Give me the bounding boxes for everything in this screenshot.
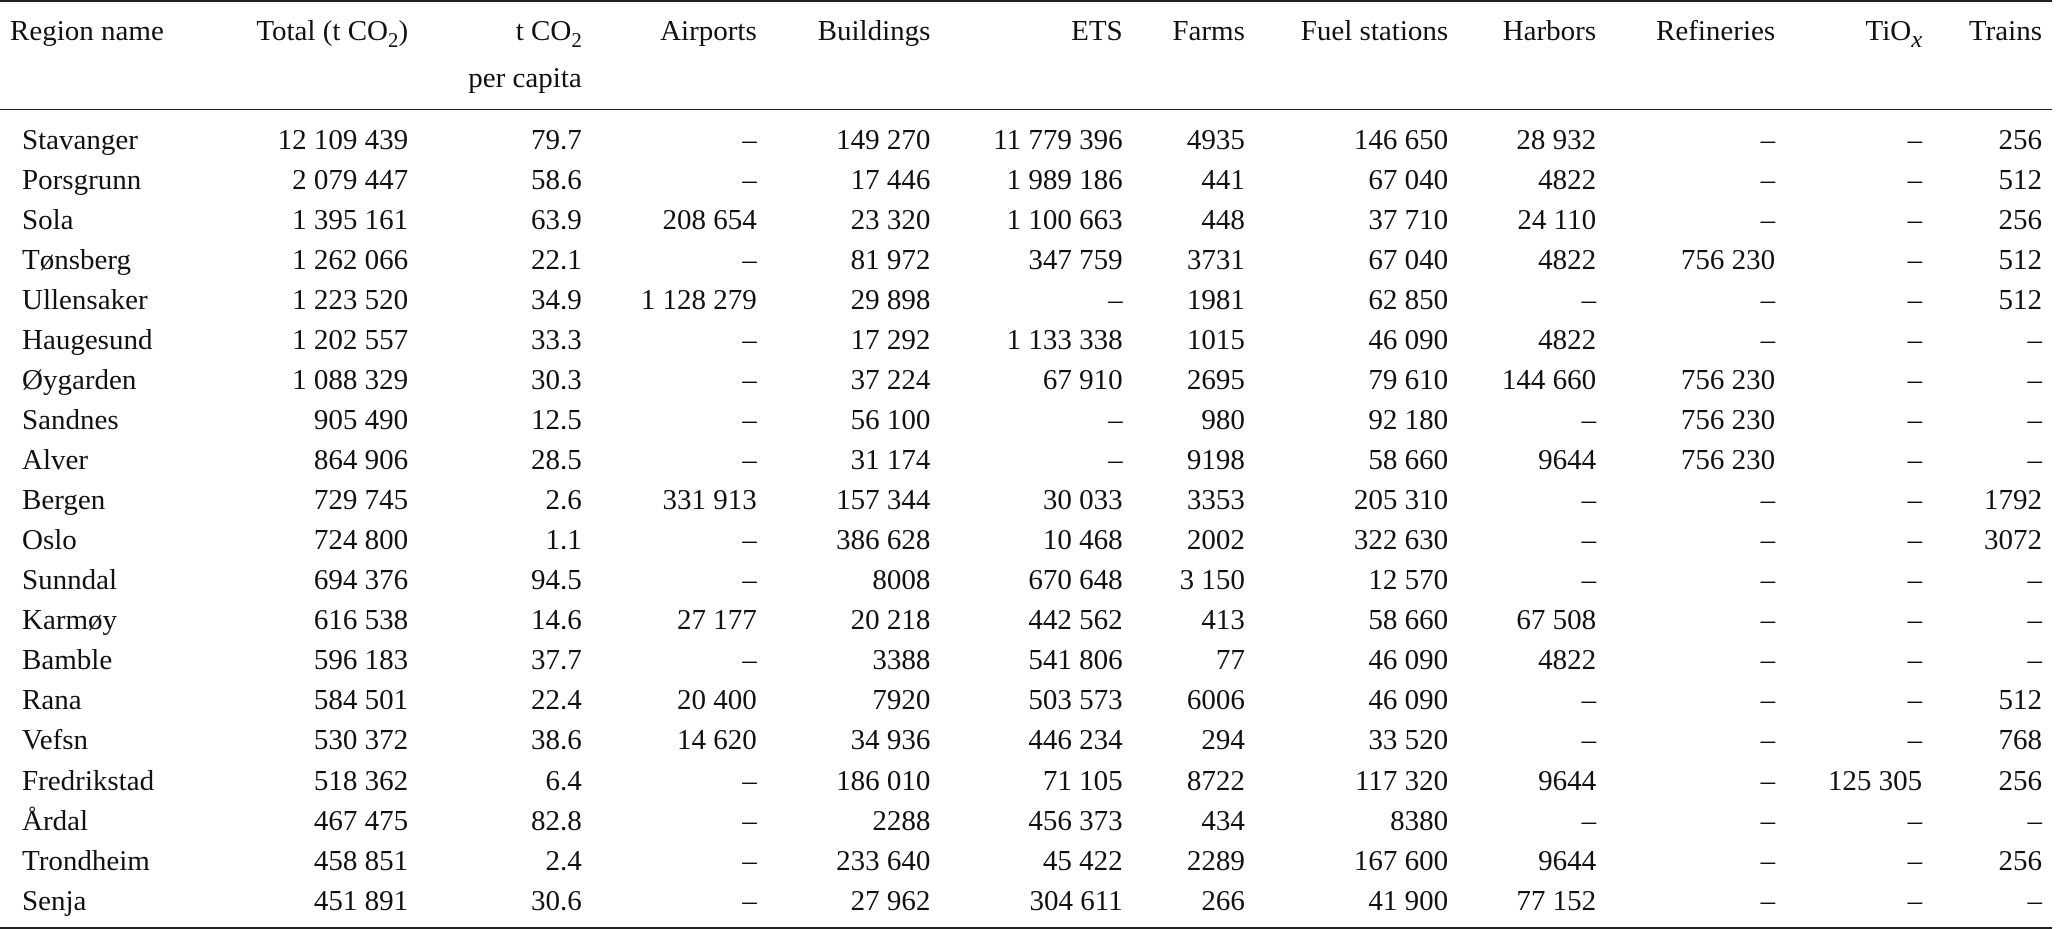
table-row [0,680,2052,720]
cell-fuel: 79 610 [1368,364,1449,397]
table-row [0,440,2052,480]
cell-percap: 38.6 [531,724,582,757]
cell-farms: 3353 [1186,484,1245,517]
cell-ets: 347 759 [1028,243,1123,276]
cell-harbors: – [1581,283,1597,316]
cell-fuel: 46 090 [1368,684,1449,717]
cell-tiox: – [1907,283,1923,316]
cell-trains: – [2027,364,2042,397]
cell-region: Stavanger [22,123,138,156]
cell-harbors: 144 660 [1501,364,1597,397]
cell-refineries: – [1760,203,1776,236]
cell-harbors: – [1581,804,1597,837]
cell-fuel: 37 710 [1368,203,1449,236]
cell-trains: – [1932,881,2052,928]
cell-fuel: 322 630 [1353,524,1449,557]
cell-farms: 77 [1215,644,1245,677]
cell-tiox: – [1907,444,1923,477]
cell-refineries: 756 230 [1680,364,1776,397]
cell-region: Bergen [22,484,106,517]
cell-trains: – [2027,444,2042,477]
cell-farms: 448 [1201,203,1245,236]
cell-tiox: – [1907,404,1923,437]
cell-harbors: 4822 [1538,163,1597,196]
table-row [0,600,2052,640]
cell-ets: 67 910 [1042,364,1123,397]
cell-region: Øygarden [22,364,137,397]
cell-region: Haugesund [22,324,153,356]
cell-airports: 27 177 [677,604,757,637]
cell-buildings: 157 344 [836,484,931,517]
cell-trains: – [2027,604,2042,637]
cell-total: 864 906 [313,444,409,477]
cell-buildings: 386 628 [836,524,931,557]
cell-percap: 79.7 [531,123,582,156]
cell-farms: 266 [1133,881,1255,928]
cell-percap: 22.4 [531,684,582,717]
cell-ets: 71 105 [1042,764,1123,797]
cell-percap: 6.4 [545,764,582,797]
cell-fuel: 92 180 [1368,404,1449,437]
cell-trains: 3072 [1984,524,2042,557]
header-harbors: Harbors [1458,1,1606,109]
table-row [0,841,2052,881]
cell-trains: 512 [1998,163,2042,196]
cell-tiox: – [1907,524,1923,557]
cell-trains: – [2027,404,2042,437]
cell-percap: 2.4 [545,844,582,877]
cell-ets: 30 033 [1042,484,1123,517]
header-farms: Farms [1133,1,1255,109]
cell-fuel: 58 660 [1368,604,1449,637]
cell-total: 518 362 [313,764,409,797]
cell-percap: 37.7 [531,644,582,677]
cell-trains: – [2027,324,2042,356]
cell-refineries: 756 230 [1680,404,1776,437]
cell-buildings: 17 292 [850,324,931,356]
cell-ets: – [1108,444,1123,477]
cell-total: 12 109 439 [277,123,409,156]
cell-tiox: – [1907,163,1923,196]
cell-ets: 11 779 396 [993,123,1123,156]
header-per-capita: t $CO_2$ per capita [418,1,592,109]
header-ets: ETS [940,1,1132,109]
cell-harbors: 9644 [1538,444,1597,477]
cell-harbors: – [1581,684,1597,717]
cell-fuel: 41 900 [1255,881,1458,928]
cell-total: 530 372 [313,724,409,757]
cell-percap: 28.5 [531,444,582,477]
cell-tiox: – [1907,364,1923,397]
cell-ets: 10 468 [1042,524,1123,557]
cell-airports: – [742,644,757,677]
cell-farms: 9198 [1186,444,1245,477]
cell-region: Senja [0,881,219,928]
table-row [0,280,2052,320]
cell-region: Tønsberg [22,243,132,276]
cell-airports: – [742,123,757,156]
cell-trains: 768 [1998,724,2042,757]
table-row [0,560,2052,600]
cell-farms: 3 150 [1179,564,1245,597]
cell-ets: – [1108,283,1123,316]
cell-harbors: 77 152 [1458,881,1606,928]
cell-trains: – [2027,804,2042,837]
cell-farms: 1015 [1186,324,1245,356]
cell-fuel: 67 040 [1368,163,1449,196]
table-row [0,520,2052,560]
table-body [0,109,2052,927]
table-row [0,240,2052,280]
cell-buildings: 37 224 [850,364,931,397]
cell-region: Porsgrunn [22,163,142,196]
header-trains: Trains [1932,1,2052,109]
cell-refineries: – [1760,484,1776,517]
cell-tiox: – [1907,844,1923,877]
cell-fuel: 117 320 [1354,764,1449,797]
header-region: Region name [0,1,219,109]
cell-airports: 14 620 [677,724,757,757]
cell-refineries: – [1760,804,1776,837]
cell-buildings: 7920 [872,684,931,717]
cell-tiox: – [1907,123,1923,156]
cell-fuel: 146 650 [1353,123,1449,156]
cell-trains: 256 [1998,123,2042,156]
cell-buildings: 149 270 [836,123,931,156]
cell-trains: – [2027,644,2042,677]
cell-trains: 512 [1998,684,2042,717]
cell-buildings: 20 218 [850,604,931,637]
cell-refineries: – [1760,684,1776,717]
header-buildings: Buildings [767,1,941,109]
table-row [0,640,2052,680]
cell-refineries: – [1760,524,1776,557]
table-row [0,801,2052,841]
cell-percap: 63.9 [531,203,582,236]
table-row [0,360,2052,400]
cell-refineries: – [1760,163,1776,196]
cell-airports: – [742,324,757,356]
cell-percap: 1.1 [545,524,582,557]
table-row [0,109,2052,160]
cell-total: 2 079 447 [292,163,409,196]
table-row [0,160,2052,200]
cell-airports: – [592,881,767,928]
cell-harbors: – [1581,564,1597,597]
cell-buildings: 34 936 [850,724,931,757]
cell-harbors: – [1581,724,1597,757]
cell-refineries: – [1760,644,1776,677]
cell-refineries: – [1760,123,1776,156]
cell-farms: 294 [1201,724,1245,757]
cell-ets: 45 422 [1042,844,1123,877]
cell-airports: 331 913 [662,484,757,517]
cell-harbors: 4822 [1538,644,1597,677]
cell-fuel: 46 090 [1368,644,1449,677]
cell-refineries: – [1606,881,1785,928]
cell-percap: 34.9 [531,283,582,316]
cell-region: Sunndal [22,564,118,597]
cell-airports: – [742,764,757,797]
cell-percap: 30.6 [418,881,592,928]
cell-buildings: 81 972 [850,243,931,276]
cell-harbors: 28 932 [1516,123,1597,156]
cell-ets: 446 234 [1028,724,1123,757]
table-row [0,720,2052,760]
cell-harbors: 9644 [1538,844,1597,877]
header-airports: Airports [592,1,767,109]
cell-total: 1 262 066 [292,243,409,276]
cell-airports: – [742,364,757,397]
cell-ets: 1 100 663 [1006,203,1123,236]
cell-buildings: 31 174 [850,444,931,477]
cell-airports: 208 654 [662,203,757,236]
cell-tiox: – [1907,564,1923,597]
cell-fuel: 58 660 [1368,444,1449,477]
cell-farms: 2289 [1186,844,1245,877]
cell-total: 724 800 [313,524,409,557]
cell-harbors: – [1581,484,1597,517]
cell-farms: 434 [1201,804,1245,837]
cell-region: Fredrikstad [22,764,155,797]
cell-total: 458 851 [313,844,409,877]
cell-farms: 441 [1201,163,1245,196]
cell-tiox: 125 305 [1827,764,1923,797]
cell-percap: 94.5 [531,564,582,597]
table-row [0,200,2052,240]
cell-region: Sola [22,203,74,236]
cell-tiox: – [1785,881,1932,928]
cell-buildings: 27 962 [767,881,941,928]
cell-buildings: 23 320 [850,203,931,236]
header-row [0,1,2052,109]
cell-tiox: – [1907,484,1923,517]
cell-total: 596 183 [313,644,409,677]
cell-farms: 4935 [1186,123,1245,156]
header-total: Total (t $CO_2$) [219,1,418,109]
table-row [0,400,2052,440]
cell-farms: 980 [1201,404,1245,437]
cell-percap: 30.3 [531,364,582,397]
cell-airports: – [742,444,757,477]
cell-trains: 512 [1998,283,2042,316]
cell-total: 694 376 [313,564,409,597]
cell-farms: 6006 [1186,684,1245,717]
cell-farms: 3731 [1186,243,1245,276]
cell-fuel: 67 040 [1368,243,1449,276]
header-fuel-stations: Fuel stations [1255,1,1458,109]
cell-ets: 1 989 186 [1006,163,1123,196]
cell-fuel: 205 310 [1353,484,1449,517]
cell-farms: 2695 [1186,364,1245,397]
cell-region: Oslo [22,524,77,557]
cell-trains: 256 [1998,764,2042,797]
cell-region: Årdal [22,804,89,837]
cell-tiox: – [1907,684,1923,717]
table-row [0,761,2052,801]
cell-buildings: 186 010 [836,764,931,797]
cell-region: Sandnes [22,404,119,437]
cell-fuel: 12 570 [1368,564,1449,597]
cell-total: 729 745 [313,484,409,517]
cell-total: 451 891 [219,881,418,928]
cell-ets: 541 806 [1028,644,1123,677]
cell-total: 1 395 161 [292,203,409,236]
header-tiox: TiO$_x$ [1785,1,1932,109]
cell-ets: – [1108,404,1123,437]
cell-refineries: 756 230 [1680,243,1776,276]
cell-fuel: 33 520 [1368,724,1449,757]
table-row [0,881,2052,928]
cell-refineries: – [1760,283,1776,316]
cell-percap: 58.6 [531,163,582,196]
cell-total: 905 490 [313,404,409,437]
cell-tiox: – [1907,324,1923,356]
cell-farms: 2002 [1186,524,1245,557]
cell-tiox: – [1907,804,1923,837]
cell-airports: – [742,243,757,276]
cell-ets: 442 562 [1028,604,1123,637]
cell-airports: 20 400 [677,684,757,717]
cell-refineries: – [1760,724,1776,757]
cell-total: 584 501 [313,684,409,717]
cell-total: 1 223 520 [292,283,409,316]
cell-refineries: – [1760,324,1776,356]
cell-ets: 503 573 [1028,684,1123,717]
cell-harbors: 4822 [1538,243,1597,276]
cell-percap: 2.6 [545,484,582,517]
cell-buildings: 17 446 [850,163,931,196]
cell-airports: – [742,804,757,837]
cell-airports: – [742,564,757,597]
cell-buildings: 8008 [872,564,931,597]
cell-airports: – [742,524,757,557]
cell-ets: 670 648 [1028,564,1123,597]
cell-tiox: – [1907,724,1923,757]
cell-ets: 304 611 [940,881,1132,928]
cell-percap: 22.1 [531,243,582,276]
cell-region: Bamble [22,644,113,677]
cell-total: 616 538 [313,604,409,637]
table-row [0,480,2052,520]
header-refineries: Refineries [1606,1,1785,109]
table-row [0,320,2052,360]
cell-airports: – [742,404,757,437]
cell-harbors: 4822 [1538,324,1597,356]
cell-percap: 14.6 [531,604,582,637]
cell-buildings: 233 640 [836,844,931,877]
cell-buildings: 3388 [872,644,931,677]
cell-tiox: – [1907,644,1923,677]
cell-harbors: – [1581,524,1597,557]
cell-region: Trondheim [22,844,150,877]
cell-farms: 413 [1201,604,1245,637]
cell-tiox: – [1907,203,1923,236]
cell-farms: 1981 [1186,283,1245,316]
cell-refineries: – [1760,764,1776,797]
cell-percap: 12.5 [531,404,582,437]
cell-harbors: 24 110 [1517,203,1597,236]
cell-buildings: 2288 [872,804,931,837]
cell-buildings: 56 100 [850,404,931,437]
cell-region: Rana [22,684,82,717]
cell-total: 1 088 329 [292,364,409,397]
cell-buildings: 29 898 [850,283,931,316]
cell-ets: 1 133 338 [1006,324,1123,356]
cell-trains: 256 [1998,844,2042,877]
cell-region: Karmøy [22,604,118,637]
cell-trains: – [2027,564,2042,597]
cell-percap: 33.3 [531,324,582,356]
cell-tiox: – [1907,604,1923,637]
cell-trains: 512 [1998,243,2042,276]
cell-airports: – [742,844,757,877]
cell-total: 1 202 557 [292,324,409,356]
cell-refineries: – [1760,564,1776,597]
cell-percap: 82.8 [531,804,582,837]
cell-refineries: – [1760,844,1776,877]
cell-harbors: 67 508 [1516,604,1597,637]
cell-fuel: 62 850 [1368,283,1449,316]
cell-farms: 8722 [1186,764,1245,797]
cell-region: Vefsn [22,724,89,757]
cell-fuel: 46 090 [1368,324,1449,356]
cell-tiox: – [1907,243,1923,276]
cell-fuel: 167 600 [1353,844,1449,877]
cell-refineries: 756 230 [1680,444,1776,477]
cell-trains: 1792 [1984,484,2042,517]
cell-region: Alver [22,444,89,477]
cell-airports: – [742,163,757,196]
cell-refineries: – [1760,604,1776,637]
cell-ets: 456 373 [1028,804,1123,837]
cell-region: Ullensaker [22,283,148,316]
cell-airports: 1 128 279 [640,283,757,316]
cell-total: 467 475 [313,804,409,837]
cell-harbors: 9644 [1538,764,1597,797]
cell-harbors: – [1581,404,1597,437]
cell-fuel: 8380 [1390,804,1449,837]
cell-trains: 256 [1998,203,2042,236]
